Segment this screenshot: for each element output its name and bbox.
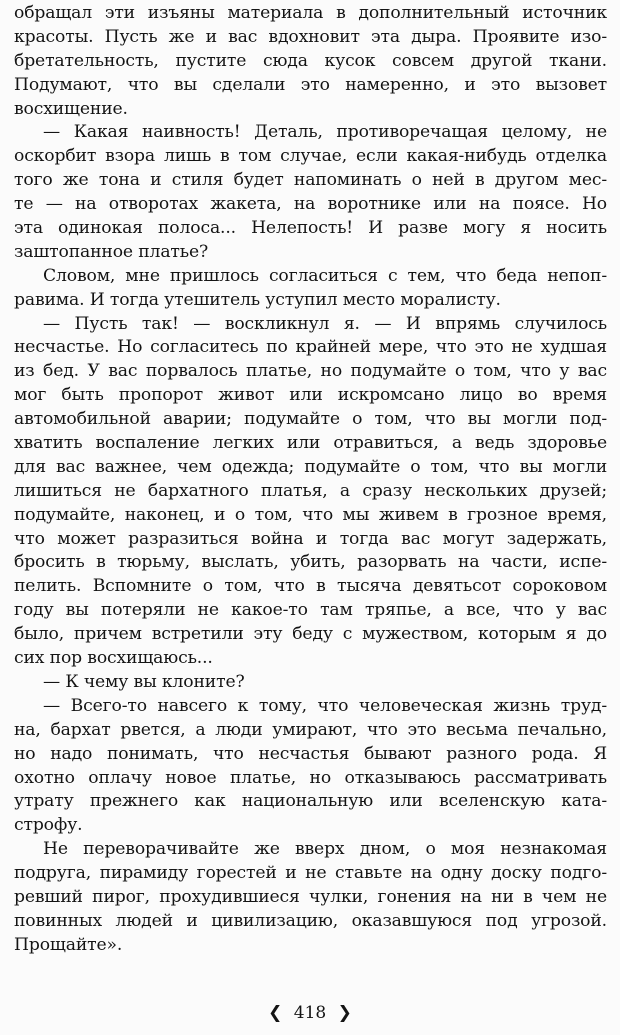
text-line: обращал эти изъяны материала в дополнительный источник <box>14 3 607 23</box>
text-line: Не переворачивайте же вверх дном, о моя незнакомая <box>43 839 607 860</box>
body-text <box>14 2 607 958</box>
left-arrow-icon: ❮ <box>268 1003 283 1023</box>
text-line: — Пусть так! — воскликнул я. — И впрямь случилось <box>43 313 607 334</box>
text-line: — Всего-то навсего к тому, что человеческая жизнь труд- <box>43 695 607 716</box>
text-line: — Какая наивность! Деталь, противоречащая целому, не <box>43 122 607 143</box>
text-line: несчастье. Но согласитесь по крайней мере, что это не худшая <box>14 337 607 358</box>
text-line: утрату прежнего как национальную или вселенскую ката- <box>14 791 607 812</box>
text-line: заштопанное платье? <box>14 241 209 262</box>
text-line: подумайте, наконец, и о том, что мы живем в грозное время, <box>14 504 607 525</box>
text-line: году вы потеряли не какое-то там тряпье, а все, что у вас <box>14 600 607 621</box>
text-line: ревший пирог, прохудившиеся чулки, гонения на ни в чем не <box>14 886 607 907</box>
text-line: Прощайте». <box>14 934 123 955</box>
text-line: пелить. Вспомните о том, что в тысяча девятьсот сороковом <box>14 576 607 597</box>
text-line: — К чему вы клоните? <box>43 671 245 692</box>
text-line: подруга, пирамиду горестей и не ставьте на одну доску подго- <box>14 863 607 884</box>
right-arrow-icon: ❯ <box>337 1003 352 1023</box>
text-line: строфу. <box>14 815 83 836</box>
text-line: хватить воспаление легких или отравиться, а ведь здоровье <box>14 433 607 454</box>
text-line: бретательность, пустите сюда кусок совсем другой ткани. <box>14 50 607 71</box>
text-line: лишиться не бархатного платья, а сразу нескольких друзей; <box>14 480 607 501</box>
text-line: равима. И тогда утешитель уступил место моралисту. <box>14 289 501 310</box>
text-line: те — на отворотах жакета, на воротнике или на поясе. Но <box>14 194 607 215</box>
text-line: красоты. Пусть же и вас вдохновит эта дыра. Проявите изо- <box>14 26 607 47</box>
page-footer <box>0 1003 620 1023</box>
text-line: Словом, мне пришлось согласиться с тем, что беда непоп- <box>43 265 607 286</box>
text-line: но надо понимать, что несчастья бывают разного рода. Я <box>14 743 607 764</box>
text-line: для вас важнее, чем одежда; подумайте о том, что вы могли <box>14 456 607 477</box>
text-line: на, бархат рвется, а люди умирают, что это весьма печально, <box>14 719 607 740</box>
text-line: эта одинокая полоса... Нелепость! И разве могу я носить <box>14 218 607 239</box>
text-line: бросить в тюрьму, выслать, убить, разорвать на части, испе- <box>14 552 607 573</box>
text-line: Подумают, что вы сделали это намеренно, и это вызовет <box>14 74 607 95</box>
text-line: повинных людей и цивилизацию, оказавшуюся под угрозой. <box>14 910 607 931</box>
page-number: 418 <box>293 1003 327 1023</box>
text-line: восхищение. <box>14 98 128 119</box>
text-line: охотно оплачу новое платье, но отказываюсь рассматривать <box>14 767 607 788</box>
text-line: сих пор восхищаюсь... <box>14 648 213 669</box>
text-line: из бед. У вас порвалось платье, но подумайте о том, что у вас <box>14 361 607 382</box>
text-line: было, причем встретили эту беду с мужеством, которым я до <box>14 624 607 645</box>
text-line: оскорбит взора лишь в том случае, если какая-нибудь отделка <box>14 146 607 167</box>
text-line: автомобильной аварии; подумайте о том, что вы могли под- <box>14 409 607 430</box>
text-line: того же тона и стиля будет напоминать о ней в другом мес- <box>14 170 607 191</box>
text-line: мог быть пропорот живот или искромсано лицо во время <box>14 385 607 406</box>
text-line: что может разразиться война и тогда вас могут задержать, <box>14 528 607 549</box>
